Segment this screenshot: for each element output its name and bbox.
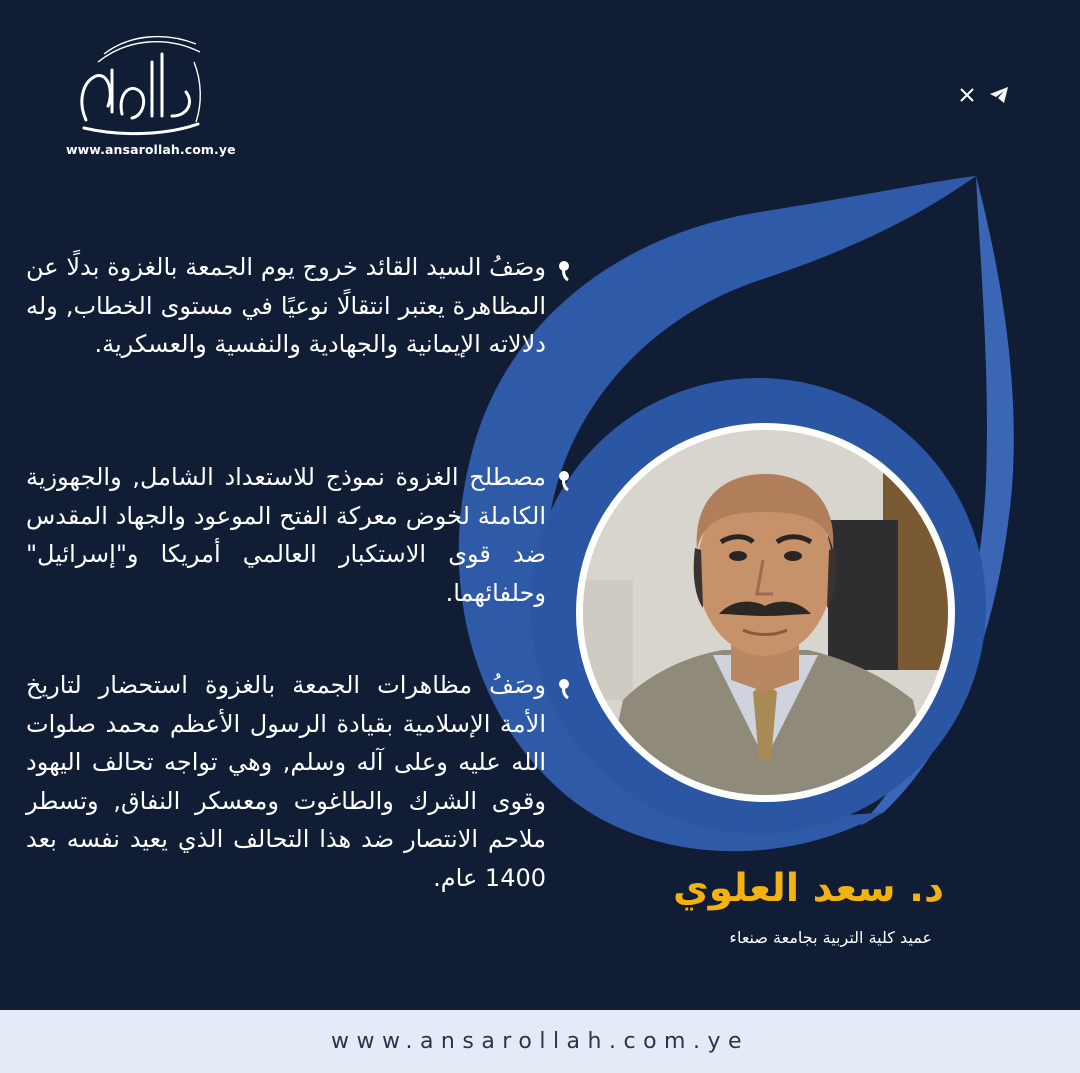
quote-item: [26, 248, 546, 364]
portrait-illustration: [583, 430, 948, 795]
logo-calligraphy-icon: [68, 32, 208, 140]
portrait-photo: [576, 423, 955, 802]
quote-mark-icon: [558, 470, 578, 492]
social-icons: [956, 84, 1010, 106]
x-icon[interactable]: [956, 84, 978, 106]
quote-mark-icon: [558, 260, 578, 282]
person-name: د. سعد العلوي: [672, 866, 944, 911]
quote-text: مصطلح الغزوة نموذج للاستعداد الشامل, والجهوزية الكاملة لخوض معركة الفتح الموعود والجهاد المقدس ضد قوى الاستكبار العالمي أمريكا و"إسرائيل" وحلفائهما.: [26, 463, 546, 607]
quote-text: وصَفُ مظاهرات الجمعة بالغزوة استحضار لتاريخ الأمة الإسلامية بقيادة الرسول الأعظم محمد صلوات الله عليه وعلى آله وسلم, وهي تواجه تحالف اليهود وقوى الشرك والطاغوت ومعسكر النفاق, وتسطر ملاحم الانتصار ضد هذا التحالف الذي يعيد نفسه بعد 1400 عام.: [26, 671, 546, 892]
quote-text: وصَفُ السيد القائد خروج يوم الجمعة بالغزوة بدلًا عن المظاهرة يعتبر انتقالًا نوعيًا في مستوى الخطاب, وله دلالاته الإيمانية والجهادية والنفسية والعسكرية.: [26, 253, 546, 358]
quote-item: [26, 458, 546, 612]
footer-url[interactable]: www.ansarollah.com.ye: [330, 1029, 750, 1054]
logo: [62, 32, 236, 162]
telegram-icon[interactable]: [988, 84, 1010, 106]
footer-bar: [0, 1010, 1080, 1073]
logo-url: www.ansarollah.com.ye: [66, 142, 236, 157]
quote-mark-icon: [558, 678, 578, 700]
person-title: عميد كلية التربية بجامعة صنعاء: [729, 928, 932, 947]
quote-item: [26, 666, 546, 897]
